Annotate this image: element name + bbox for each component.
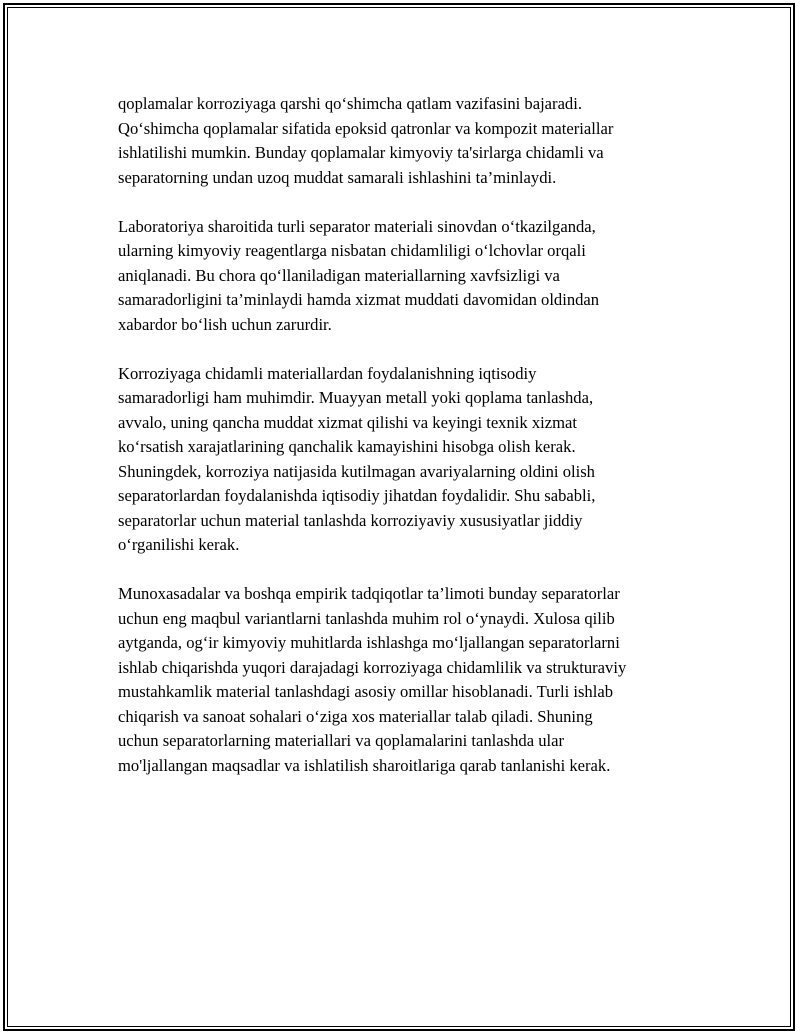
text-line: xabardor bo‘lish uchun zarurdir. [118, 314, 332, 334]
text-line: Shuningdek, korroziya natijasida kutilmagan avariyalarning oldini olish [118, 461, 595, 481]
text-line: mo'ljallangan maqsadlar va ishlatilish sharoitlariga qarab tanlanishi kerak. [118, 755, 611, 775]
paragraph-1 [118, 92, 698, 190]
text-line: avvalo, uning qancha muddat xizmat qilishi va keyingi texnik xizmat [118, 412, 577, 432]
text-line: qoplamalar korroziyaga qarshi qo‘shimcha qatlam vazifasini bajaradi. [118, 94, 582, 113]
text-line: separatorlar uchun material tanlashda korroziyaviy xususiyatlar jiddiy [118, 510, 583, 530]
text-line: chiqarish va sanoat sohalari o‘ziga xos materiallar talab qiladi. Shuning [118, 706, 593, 726]
text-line: o‘rganilishi kerak. [118, 535, 240, 554]
text-line: ishlab chiqarishda yuqori darajadagi korroziyaga chidamlilik va strukturaviy [118, 657, 627, 677]
text-line: separatorlardan foydalanishda iqtisodiy jihatdan foydalidir. Shu sababli, [118, 486, 596, 505]
text-line: mustahkamlik material tanlashdagi asosiy omillar hisoblanadi. Turli ishlab [118, 682, 613, 701]
text-line: ko‘rsatish xarajatlarining qanchalik kamayishini hisobga olish kerak. [118, 437, 576, 456]
text-line: separatorning undan uzoq muddat samarali ishlashini ta’minlaydi. [118, 167, 557, 187]
paragraph-3 [118, 362, 698, 558]
text-line: uchun separatorlarning materiallari va qoplamalarini tanlashda ular [118, 731, 565, 750]
text-line: Laboratoriya sharoitida turli separator materiali sinovdan o‘tkazilganda, [118, 216, 596, 236]
text-line: Korroziyaga chidamli materiallardan foydalanishning iqtisodiy [118, 363, 537, 383]
text-line: ularning kimyoviy reagentlarga nisbatan chidamliligi o‘lchovlar orqali [118, 241, 586, 260]
paragraph-2 [118, 215, 698, 338]
text-line: samaradorligi ham muhimdir. Muayyan metall yoki qoplama tanlashda, [118, 388, 594, 407]
text-line: aytganda, og‘ir kimyoviy muhitlarda ishlashga mo‘ljallangan separatorlarni [118, 633, 620, 652]
text-line: uchun eng maqbul variantlarni tanlashda muhim rol o‘ynaydi. Xulosa qilib [118, 608, 615, 628]
text-line: Qo‘shimcha qoplamalar sifatida epoksid qatronlar va kompozit materiallar [118, 118, 614, 138]
paragraph-4 [118, 582, 698, 778]
text-line: Munoxasadalar va boshqa empirik tadqiqotlar ta’limoti bunday separatorlar [118, 584, 620, 603]
text-line: ishlatilishi mumkin. Bunday qoplamalar kimyoviy ta'sirlarga chidamli va [118, 143, 604, 162]
text-line: aniqlanadi. Bu chora qo‘llaniladigan materiallarning xavfsizligi va [118, 265, 560, 285]
document-body [118, 92, 698, 803]
text-line: samaradorligini ta’minlaydi hamda xizmat muddati davomidan oldindan [118, 290, 600, 309]
